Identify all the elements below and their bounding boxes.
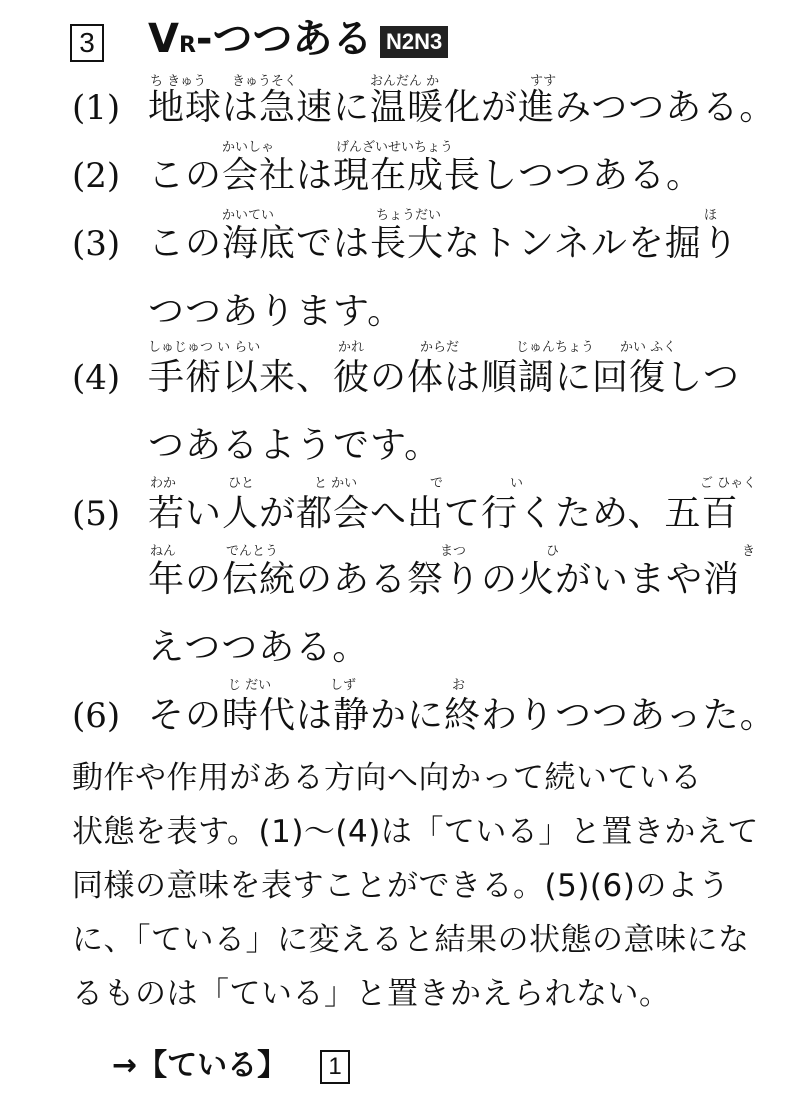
ruby-annotation: と かい [314, 476, 358, 491]
ruby-annotation: き [742, 544, 756, 559]
ruby-annotation: しず [330, 678, 357, 693]
example-sentence: この会社は現在成長しつつある。 [148, 155, 704, 196]
ruby-annotation: ちょうだい [376, 208, 442, 223]
ruby-annotation: すす [530, 74, 557, 89]
explanation-line: 状態を表す。(1)～(4)は「ている」と置きかえて [72, 814, 759, 850]
ruby-annotation: かいしゃ [222, 140, 275, 155]
grammar-title [148, 14, 373, 71]
example-sentence: その時代は静かに終わりつつあった。 [148, 695, 777, 736]
ruby-annotation: ひと [228, 476, 255, 491]
cross-reference: →【ている】 [112, 1048, 288, 1083]
example-sentence-continuation: つあるようです。 [148, 425, 442, 466]
example-number: (4) [72, 358, 121, 398]
explanation-line: るものは「ている」と置きかえられない。 [72, 976, 671, 1012]
ruby-annotation: かいてい [222, 208, 275, 223]
title-v: V [148, 16, 179, 62]
explanation-line: 動作や作用がある方向へ向かって続いている [72, 760, 702, 796]
example-sentence: この海底では長大なトンネルを掘り [148, 223, 739, 264]
example-number: (2) [72, 156, 121, 196]
explanation-line: 同様の意味を表すことができる。(5)(6)のよう [72, 868, 730, 904]
title-subscript: R [178, 33, 196, 58]
ruby-annotation: まつ [440, 544, 467, 559]
title-rest: -つつある [195, 16, 373, 62]
ruby-annotation: じ だい [228, 678, 272, 693]
section-number-box: 3 [70, 24, 104, 62]
ruby-annotation: い [510, 476, 524, 491]
ruby-annotation: ひ [546, 544, 560, 559]
example-sentence: 若い人が都会へ出て行くため、五百 [148, 493, 739, 534]
ruby-annotation: かれ [338, 340, 365, 355]
ruby-annotation: かい ふく [620, 340, 677, 355]
ruby-annotation: お [452, 678, 466, 693]
ruby-annotation: おんだん か [370, 74, 440, 89]
example-number: (5) [72, 494, 121, 534]
ruby-annotation: わか [150, 476, 177, 491]
ruby-annotation: でんとう [226, 544, 279, 559]
reference-number-box: 1 [320, 1050, 350, 1084]
example-sentence-continuation: つつあります。 [148, 291, 405, 332]
example-number: (6) [72, 696, 121, 736]
ruby-annotation: からだ [420, 340, 460, 355]
ruby-annotation: で [430, 476, 444, 491]
explanation-line: に、「ている」に変えると結果の状態の意味にな [72, 922, 750, 958]
ruby-annotation: じゅんちょう [516, 340, 595, 355]
ruby-annotation: ち きゅう [150, 74, 207, 89]
example-sentence: 手術以来、彼の体は順調に回復しつ [148, 357, 741, 398]
example-sentence-continuation: えつつある。 [148, 627, 370, 668]
example-sentence: 地球は急速に温暖化が進みつつある。 [148, 87, 777, 128]
ruby-annotation: ほ [704, 208, 718, 223]
ruby-annotation: ご ひゃく [700, 476, 757, 491]
example-number: (1) [72, 88, 121, 128]
example-number: (3) [72, 224, 121, 264]
ruby-annotation: げんざいせいちょう [336, 140, 454, 155]
ruby-annotation: ねん [150, 544, 177, 559]
level-badge: N2N3 [380, 26, 448, 58]
ruby-annotation: きゅうそく [232, 74, 298, 89]
ruby-annotation: しゅじゅつ い らい [148, 340, 261, 355]
example-sentence-continuation: 年の伝統のある祭りの火がいまや消 [148, 559, 741, 600]
